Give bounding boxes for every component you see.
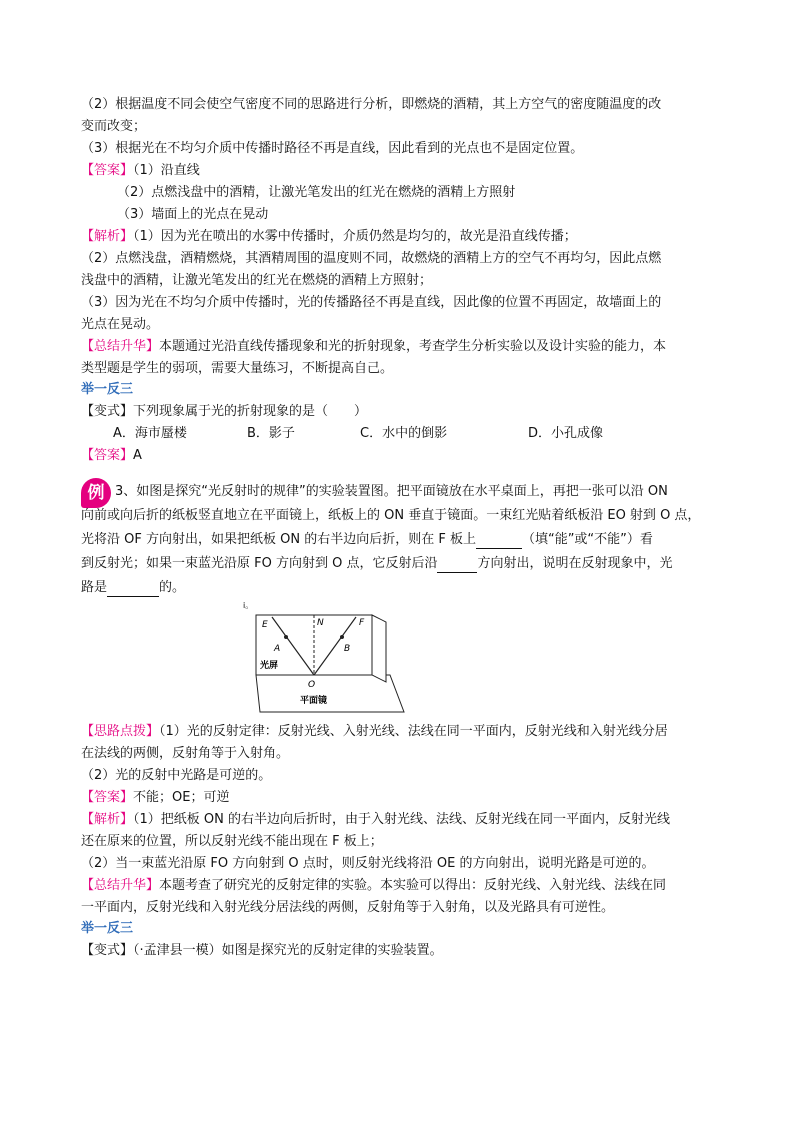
summary-line [81, 338, 666, 356]
question-text: 光将沿 OF 方向射出，如果把纸板 ON 的右半边向后折，则在 F 板上 [81, 532, 476, 547]
hint-tag: 【思路点拨】 [81, 724, 160, 739]
summary-tag: 【总结升华】 [81, 339, 160, 354]
analysis-line [81, 228, 577, 246]
label-a: A [274, 644, 281, 654]
answer-line: （2）点燃浅盘中的酒精，让激光笔发出的红光在燃烧的酒精上方照射 [117, 185, 516, 200]
summary-text: 本题通过光沿直线传播现象和光的折射现象，考查学生分析实验以及设计实验的能力，本 [159, 339, 667, 354]
question-line: 3、如图是探究“光反射时的规律”的实验装置图。把平面镜放在水平桌面上，再把一张可以沿 ON [115, 484, 668, 499]
answer-text: A [133, 448, 142, 463]
hint-line [81, 723, 668, 741]
options-row [113, 425, 603, 443]
question-text: 到反射光；如果一束蓝光沿原 FO 方向射到 O 点，它反射后沿 [81, 556, 438, 571]
label-n: N [317, 618, 324, 628]
summary-line: 类型题是学生的弱项，需要大量练习，不断提高自己。 [81, 361, 394, 376]
practice-heading: 举一反三 [81, 921, 134, 936]
option-a: A．海市蜃楼 [113, 426, 187, 441]
mirror-plane [256, 675, 404, 712]
analysis-line: （2）当一束蓝光沿原 FO 方向射到 O 点时，则反射光线将沿 OE 的方向射出，说明光路是可逆的。 [81, 856, 655, 871]
screen-fold [372, 615, 386, 682]
question-text: 方向射出，说明在反射现象中，光 [477, 556, 673, 571]
text-line: （2）根据温度不同会使空气密度不同的思路进行分析，即燃烧的酒精，其上方空气的密度随温度的改 [81, 97, 662, 112]
text-line: 变而改变； [81, 119, 147, 134]
analysis-line: （2）点燃浅盘，酒精燃烧，其酒精周围的温度则不同，故燃烧的酒精上方的空气不再均匀，因此点燃 [81, 251, 662, 266]
practice-heading: 举一反三 [81, 382, 134, 397]
figure-mark: i。 [243, 601, 254, 610]
label-f: F [359, 618, 365, 628]
text-line: （3）根据光在不均匀介质中传播时路径不再是直线，因此看到的光点也不是固定位置。 [81, 141, 584, 156]
fill-blank [476, 533, 522, 549]
question-text: 的。 [159, 580, 186, 595]
question-line [81, 555, 673, 573]
analysis-line: 浅盘中的酒精，让激光笔发出的红光在燃烧的酒精上方照射； [81, 273, 433, 288]
example-badge: 例 [81, 478, 111, 508]
answer-tag: 【答案】 [81, 790, 134, 805]
question-line [81, 531, 653, 549]
answer-text: 不能；OE；可逆 [133, 790, 230, 805]
point-a [284, 635, 288, 639]
hint-line: （2）光的反射中光路是可逆的。 [81, 768, 272, 783]
answer-line [81, 447, 142, 465]
hint-line: 在法线的两侧，反射角等于入射角。 [81, 746, 290, 761]
summary-line [81, 877, 666, 895]
answer-line [81, 162, 200, 180]
hint-text: （1）光的反射定律：反射光线、入射光线、法线在同一平面内，反射光线和入射光线分居 [159, 724, 668, 739]
label-e: E [262, 620, 268, 630]
analysis-tag: 【解析】 [81, 229, 134, 244]
label-o: O [308, 680, 316, 690]
analysis-line [81, 811, 670, 829]
variant-question: 【变式】（·孟津县一模）如图是探究光的反射定律的实验装置。 [81, 943, 443, 958]
screen-label: 光屏 [260, 661, 279, 671]
point-b [340, 635, 344, 639]
analysis-tag: 【解析】 [81, 812, 134, 827]
answer-line [81, 789, 229, 807]
option-d: D．小孔成像 [528, 426, 604, 441]
question-line [81, 579, 185, 597]
summary-line: 一平面内，反射光线和入射光线分居法线的两侧，反射角等于入射角，以及光路具有可逆性。 [81, 900, 615, 915]
analysis-line: （3）因为光在不均匀介质中传播时，光的传播路径不再是直线，因此像的位置不再固定，故墙面上的 [81, 295, 662, 310]
question-line: 向前或向后折的纸板竖直地立在平面镜上，纸板上的 ON 垂直于镜面。一束红光贴着纸板沿 EO 射到 O 点， [81, 508, 701, 523]
analysis-line: 还在原来的位置，所以反射光线不能出现在 F 板上； [81, 834, 383, 849]
answer-text: （1）沿直线 [133, 163, 200, 178]
answer-line: （3）墙面上的光点在晃动 [117, 207, 269, 222]
summary-text: 本题考查了研究光的反射定律的实验。本实验可以得出：反射光线、入射光线、法线在同 [159, 878, 667, 893]
variant-question: 【变式】下列现象属于光的折射现象的是（ ） [81, 404, 368, 419]
analysis-line: 光点在晃动。 [81, 317, 160, 332]
summary-tag: 【总结升华】 [81, 878, 160, 893]
option-c: C．水中的倒影 [360, 426, 448, 441]
analysis-text: （1）把纸板 ON 的右半边向后折时，由于入射光线、法线、反射光线在同一平面内，反射光线 [133, 812, 671, 827]
fill-blank [107, 581, 159, 597]
question-text: 路是 [81, 580, 108, 595]
fill-blank [437, 557, 477, 573]
option-b: B．影子 [247, 426, 295, 441]
answer-tag: 【答案】 [81, 163, 134, 178]
question-text: （填“能”或“不能”）看 [521, 532, 653, 547]
answer-tag: 【答案】 [81, 448, 134, 463]
label-b: B [344, 644, 351, 654]
mirror-label: 平面镜 [300, 696, 328, 706]
reflection-diagram [238, 600, 406, 718]
analysis-text: （1）因为光在喷出的水雾中传播时，介质仍然是均匀的，故光是沿直线传播； [133, 229, 577, 244]
